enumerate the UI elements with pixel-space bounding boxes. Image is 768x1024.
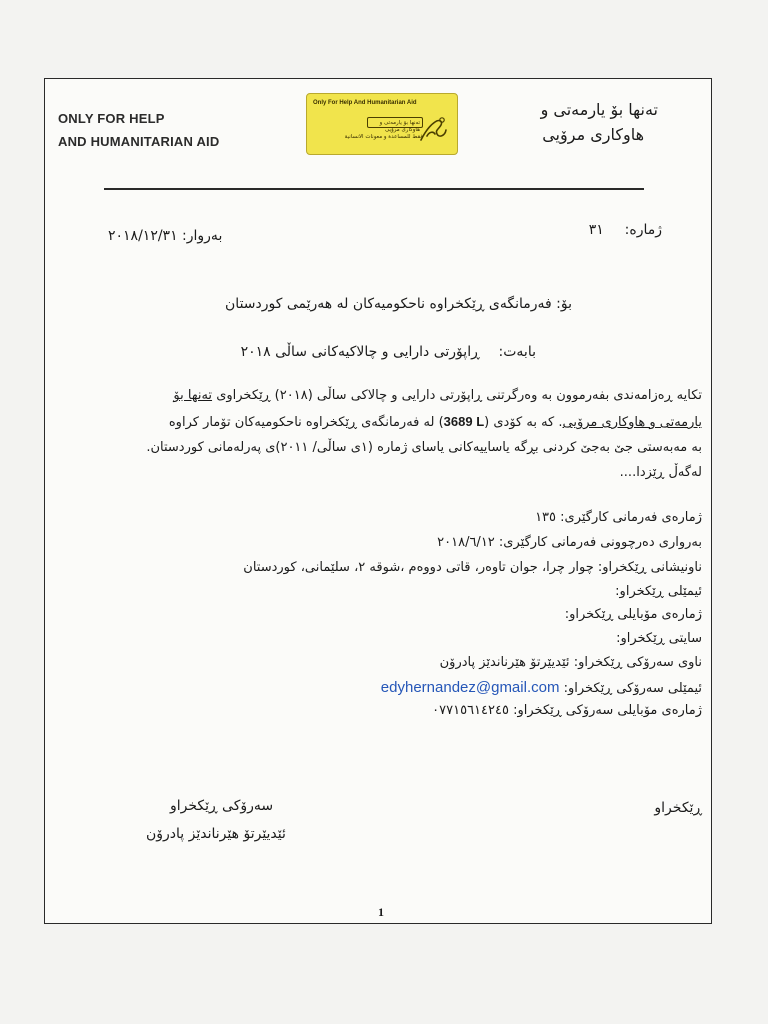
body-line-2-text-a: . کە بە کۆدی (	[484, 415, 563, 430]
field-value: چوار چرا، جوان تاوەر، قاتی دووەم ،شوقە ٢، سلێمانی، کوردستان	[243, 560, 594, 575]
number-label: ژمارە:	[624, 222, 662, 238]
field-label: ئیمێلی سەرۆکی ڕێکخراو:	[563, 681, 702, 696]
body-line-2-text-b: ) لە فەرمانگەی ڕێکخراوە ناحکومیەکان تۆمار کراوە	[168, 415, 444, 430]
field-label: ئیمێلی ڕێکخراو:	[615, 584, 702, 599]
field-org-mobile	[565, 607, 702, 622]
field-label: سایتی ڕێکخراو:	[616, 631, 702, 646]
field-org-address	[243, 560, 702, 575]
logo-line1-text: تەنها بۆ یارمەتی و هاوکاری مرۆیی	[379, 120, 420, 133]
logo-title: Only For Help And Humanitarian Aid	[313, 100, 417, 106]
header-english-line1: ONLY FOR HELP	[58, 111, 165, 126]
body-line-3: بە مەبەستی جێ بەجێ کردنی بڕگە یاساییەکانی یاسای ژمارە (١ی ساڵی/ ٢٠١١)ی پەرلەمانی کوردستان.	[146, 440, 702, 455]
header-kurdish-line2: هاوکاری مرۆیی	[542, 125, 644, 144]
field-label: ژمارەی مۆبایلی سەرۆکی ڕێکخراو:	[513, 703, 702, 718]
document-number	[589, 222, 662, 238]
field-head-email	[381, 679, 702, 696]
hand-icon	[415, 112, 451, 148]
field-value: ٢٠١٨/٦/١٢	[437, 535, 495, 550]
body-line-2	[169, 414, 702, 430]
body-closing: لەگەڵ ڕێزدا....	[619, 465, 702, 480]
field-admin-order-number	[535, 510, 702, 525]
document-page	[44, 78, 712, 924]
field-org-website	[616, 631, 702, 646]
body-line-1	[173, 388, 702, 403]
field-value: ٠٧٧١٥٦١٤٢٤٥	[432, 703, 509, 718]
field-value: ئێدیێرتۆ هێرناندێز پادرۆن	[439, 655, 570, 670]
field-label: ژمارەی مۆبایلی ڕێکخراو:	[564, 607, 702, 622]
field-admin-order-date	[437, 535, 702, 550]
signature-left-name: ئێدیێرتۆ هێرناندێز پادرۆن	[146, 826, 286, 842]
field-head-mobile	[432, 703, 702, 718]
head-email-link[interactable]: edyhernandez@gmail.com	[380, 679, 560, 696]
subject-label: بابەت:	[498, 344, 536, 360]
org-name-part1: تەنها بۆ	[173, 388, 213, 403]
org-name-part2: یارمەتی و هاوکاری مرۆیی	[562, 415, 702, 430]
field-value: ١٣٥	[535, 510, 557, 525]
organization-logo	[306, 93, 458, 155]
field-label: ناونیشانی ڕێکخراو:	[597, 560, 702, 575]
subject-line	[241, 344, 536, 360]
subject-text: ڕاپۆرتی دارایی و چالاکیەکانی ساڵی ٢٠١٨	[240, 344, 480, 360]
signature-left-title: سەرۆکی ڕێکخراو	[170, 798, 274, 814]
header-kurdish-line1: تەنها بۆ یارمەتی و	[540, 100, 658, 119]
recipient-line: بۆ: فەرمانگەی ڕێکخراوە ناحکومیەکان لە هەرێمی کوردستان	[225, 296, 572, 312]
field-label: ژمارەی فەرمانی کارگێری:	[560, 510, 702, 525]
header-divider	[104, 188, 644, 190]
registration-code: 3689 L	[443, 414, 485, 429]
signature-right-title: ڕێکخراو	[654, 800, 702, 816]
number-value: ٣١	[588, 222, 604, 238]
logo-line2: فقط للمساعدة و معونات الانسانية	[344, 134, 423, 140]
field-org-email	[615, 584, 702, 599]
page-number: 1	[378, 905, 384, 919]
body-line-1-text: تکایە ڕەزامەندی بفەرموون بە وەرگرتنی ڕاپۆرتی دارایی و چالاکی ساڵی (٢٠١٨) ڕێکخراوی	[216, 388, 702, 403]
document-date	[108, 228, 222, 244]
field-label: ناوی سەرۆکی ڕێکخراو:	[573, 655, 702, 670]
field-label: بەرواری دەرچوونی فەرمانی کارگێری:	[498, 535, 702, 550]
header-english-line2: AND HUMANITARIAN AID	[58, 134, 220, 149]
date-label: بەروار:	[182, 228, 223, 244]
date-value: ٢٠١٨/١٢/٣١	[108, 228, 178, 244]
field-head-name	[440, 655, 702, 670]
